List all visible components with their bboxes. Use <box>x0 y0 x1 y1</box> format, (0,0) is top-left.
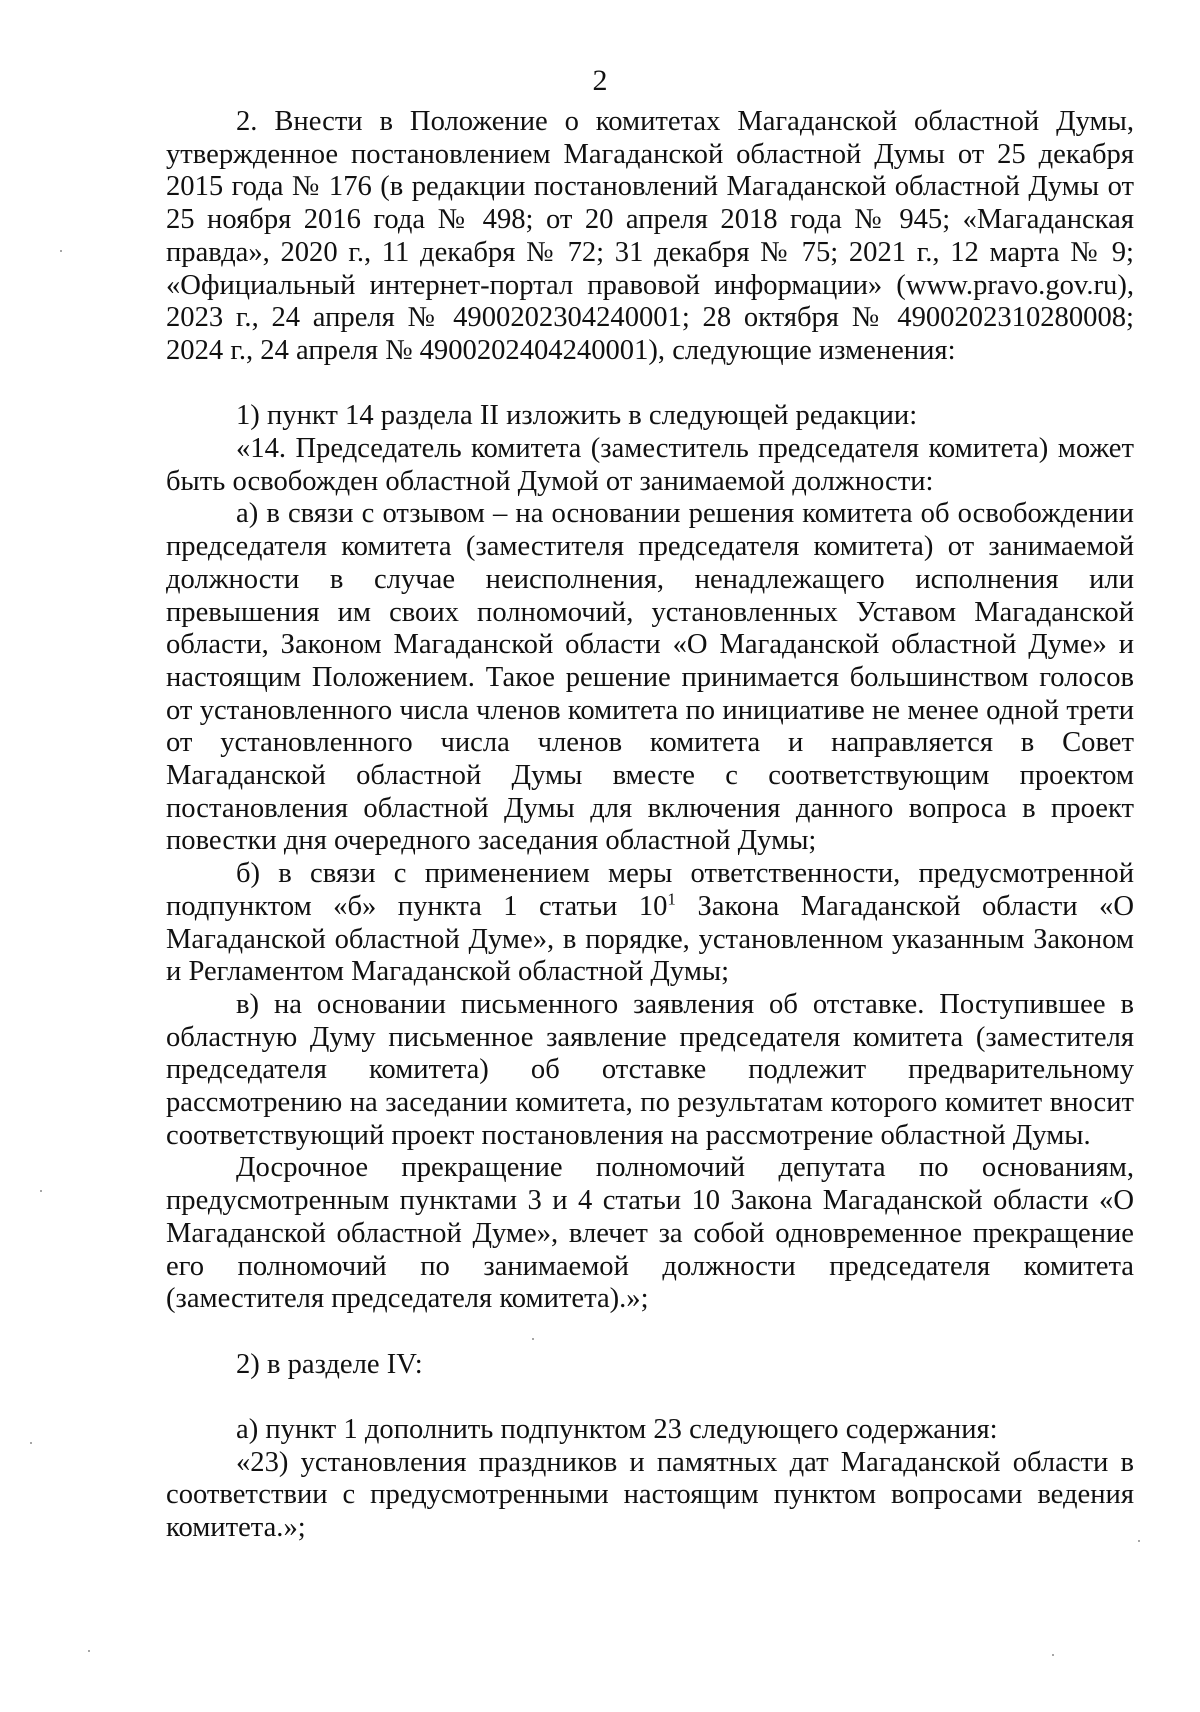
paragraph-item-2: 2) в разделе IV: <box>236 1348 423 1380</box>
scan-speck <box>532 1338 534 1340</box>
subpoint-b-text-start: б) в связи с применением меры ответственности, предусмотренной подпунктом «б» пункта 1 статьи 10 <box>166 858 1134 922</box>
paragraph-subpoint-23: «23) установления праздников и памятных дат Магаданской области в соответствии с предусмотренными настоящим пунктом вопросами ведения комитета.»; <box>166 1446 1134 1544</box>
page-number: 2 <box>592 64 608 97</box>
paragraph-spacer <box>166 368 1134 401</box>
scan-speck <box>88 1650 90 1652</box>
paragraph-subpoint-a: а) в связи с отзывом – на основании решения комитета об освобождении председателя комитета (заместителя председателя комитета) от занимаемой должности в случае неисполнения, ненадлежащего исполнения или превышения им своих полномочий, установленных Уставом Магаданской области, Законом Магаданской области «О Магаданской областной Думе» и настоящим Положением. Такое решение принимается большинством голосов от установленного числа членов комитета по инициативе не менее одной трети от установленного числа членов комитета и направляется в Совет Магаданской областной Думы вместе с соответствующим проектом постановления областной Думы для включения данного вопроса в проект повестки дня очередного заседания областной Думы; <box>166 498 1134 857</box>
scan-speck <box>40 1190 42 1192</box>
paragraph-spacer <box>166 1381 1134 1414</box>
document-body <box>166 106 1134 1545</box>
scan-speck <box>30 1442 32 1444</box>
scan-speck <box>1138 1540 1140 1542</box>
paragraph-subpoint-v: в) на основании письменного заявления об отставке. Поступившее в областную Думу письменное заявление председателя комитета (заместителя председателя комитета) об отставке подлежит предварительному рассмотрению на заседании комитета, по результатам которого комитет вносит соответствующий проект постановления на рассмотрение областной Думы. <box>166 988 1134 1151</box>
paragraph-point-14: «14. Председатель комитета (заместитель председателя комитета) может быть освобожден областной Думой от занимаемой должности: <box>166 433 1134 497</box>
paragraph-item-1: 1) пункт 14 раздела II изложить в следующей редакции: <box>236 400 918 432</box>
subpoint-b-text-end: Закона Магаданской области «О Магаданской областной Думе», в порядке, установленном указанным Законом и Регламентом Магаданской областной Думы; <box>166 890 1134 988</box>
paragraph-spacer <box>166 1316 1134 1349</box>
paragraph-item-2a: а) пункт 1 дополнить подпунктом 23 следующего содержания: <box>236 1414 998 1446</box>
scan-speck <box>1052 1654 1054 1656</box>
paragraph-subpoint-b <box>166 858 1134 989</box>
paragraph-early-termination: Досрочное прекращение полномочий депутата по основаниям, предусмотренным пунктами 3 и 4 статьи 10 Закона Магаданской области «О Магаданской областной Думе», влечет за собой одновременное прекращение его полномочий по занимаемой должности председателя комитета (заместителя председателя комитета).»; <box>166 1152 1134 1315</box>
paragraph-amendment-intro: 2. Внести в Положение о комитетах Магаданской областной Думы, утвержденное постановлением Магаданской областной Думы от 25 декабря 2015 года № 176 (в редакции постановлений Магаданской областной Думы от 25 ноября 2016 года № 498; от 20 апреля 2018 года № 945; «Магаданская правда», 2020 г., 11 декабря № 72; 31 декабря № 75; 2021 г., 12 марта № 9; «Официальный интернет-портал правовой информации» (www.pravo.gov.ru), 2023 г., 24 апреля № 4900202304240001; 28 октября № 4900202310280008; 2024 г., 24 апреля № 4900202404240001), следующие изменения: <box>166 106 1134 366</box>
article-superscript: 1 <box>667 889 676 909</box>
scan-speck <box>60 250 62 252</box>
